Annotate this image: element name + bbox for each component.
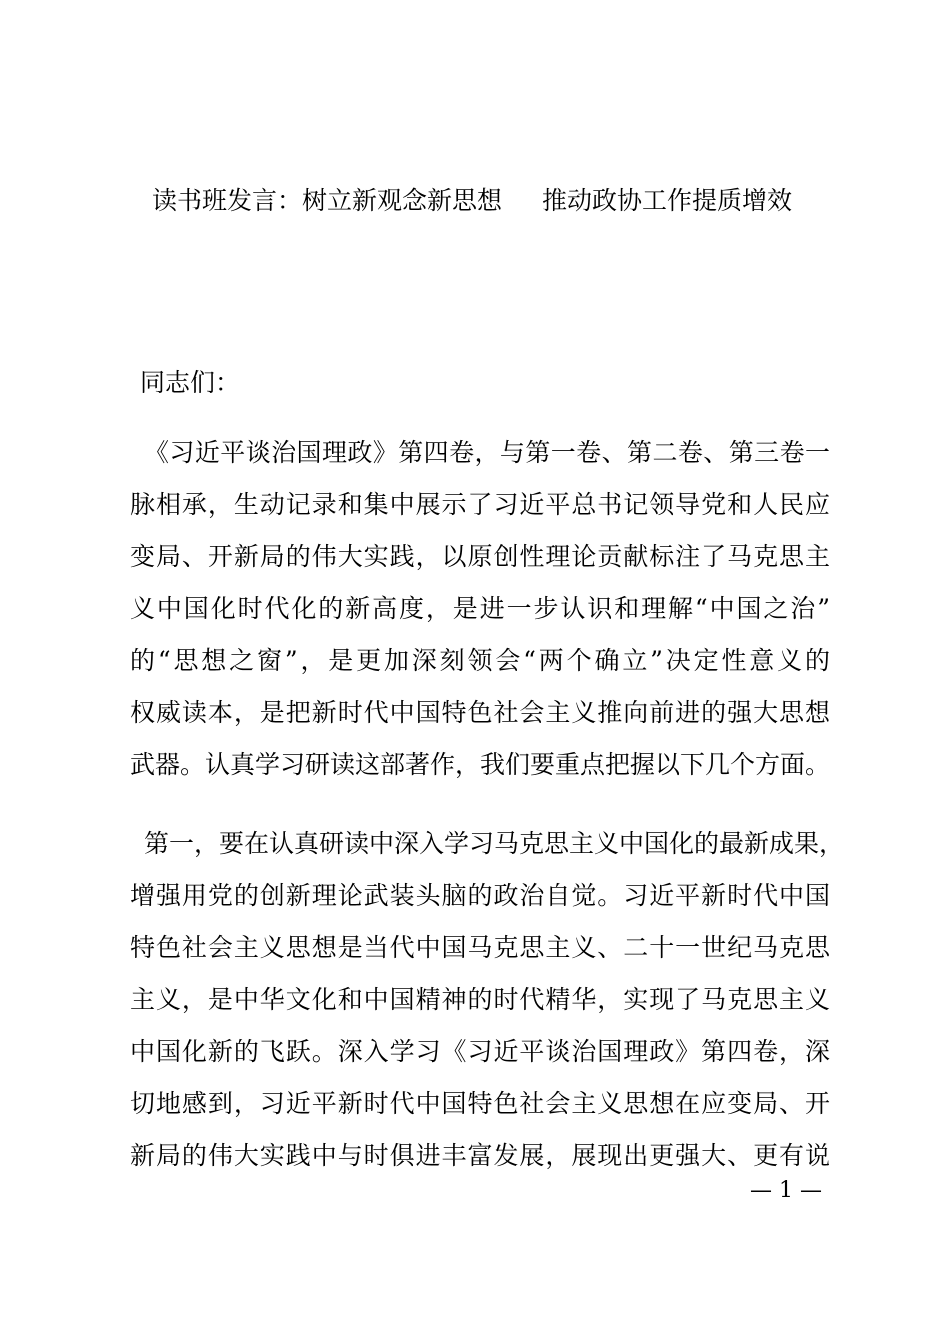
salutation: 同志们： [140, 368, 241, 397]
paragraph-line: 切地感到，习近平新时代中国特色社会主义思想在应变局、开 [130, 1089, 830, 1118]
paragraph-line: 变局、开新局的伟大实践，以原创性理论贡献标注了马克思主 [130, 542, 830, 571]
page-number: — 1 — [750, 1178, 822, 1203]
paragraph-line: 的“思想之窗”，是更加深刻领会“两个确立”决定性意义的 [130, 646, 830, 675]
paragraph-line: 脉相承，生动记录和集中展示了习近平总书记领导党和人民应 [130, 490, 830, 519]
paragraph-line: 义中国化时代化的新高度，是进一步认识和理解“中国之治” [130, 594, 830, 623]
title-part-2: 推动政协工作提质增效 [542, 186, 793, 215]
paragraph-line: 武器。认真学习研读这部著作，我们要重点把握以下几个方面。 [130, 750, 831, 779]
paragraph-line: 权威读本，是把新时代中国特色社会主义推向前进的强大思想 [130, 698, 830, 727]
paragraph-2 [130, 818, 845, 1182]
title-part-1: 读书班发言：树立新观念新思想 [152, 186, 503, 215]
paragraph-line: 《习近平谈治国理政》第四卷，与第一卷、第二卷、第三卷一 [144, 438, 830, 467]
paragraph-line: 增强用党的创新理论武装头脑的政治自觉。习近平新时代中国 [130, 881, 830, 910]
paragraph-line: 新局的伟大实践中与时俱进丰富发展，展现出更强大、更有说 [130, 1141, 830, 1170]
paragraph-1 [130, 427, 830, 791]
paragraph-line: 第一，要在认真研读中深入学习马克思主义中国化的最新成果， [144, 829, 845, 858]
paragraph-line: 中国化新的飞跃。深入学习《习近平谈治国理政》第四卷，深 [130, 1037, 830, 1066]
document-title [152, 184, 792, 218]
paragraph-line: 主义，是中华文化和中国精神的时代精华，实现了马克思主义 [130, 985, 830, 1014]
paragraph-line: 特色社会主义思想是当代中国马克思主义、二十一世纪马克思 [130, 933, 830, 962]
